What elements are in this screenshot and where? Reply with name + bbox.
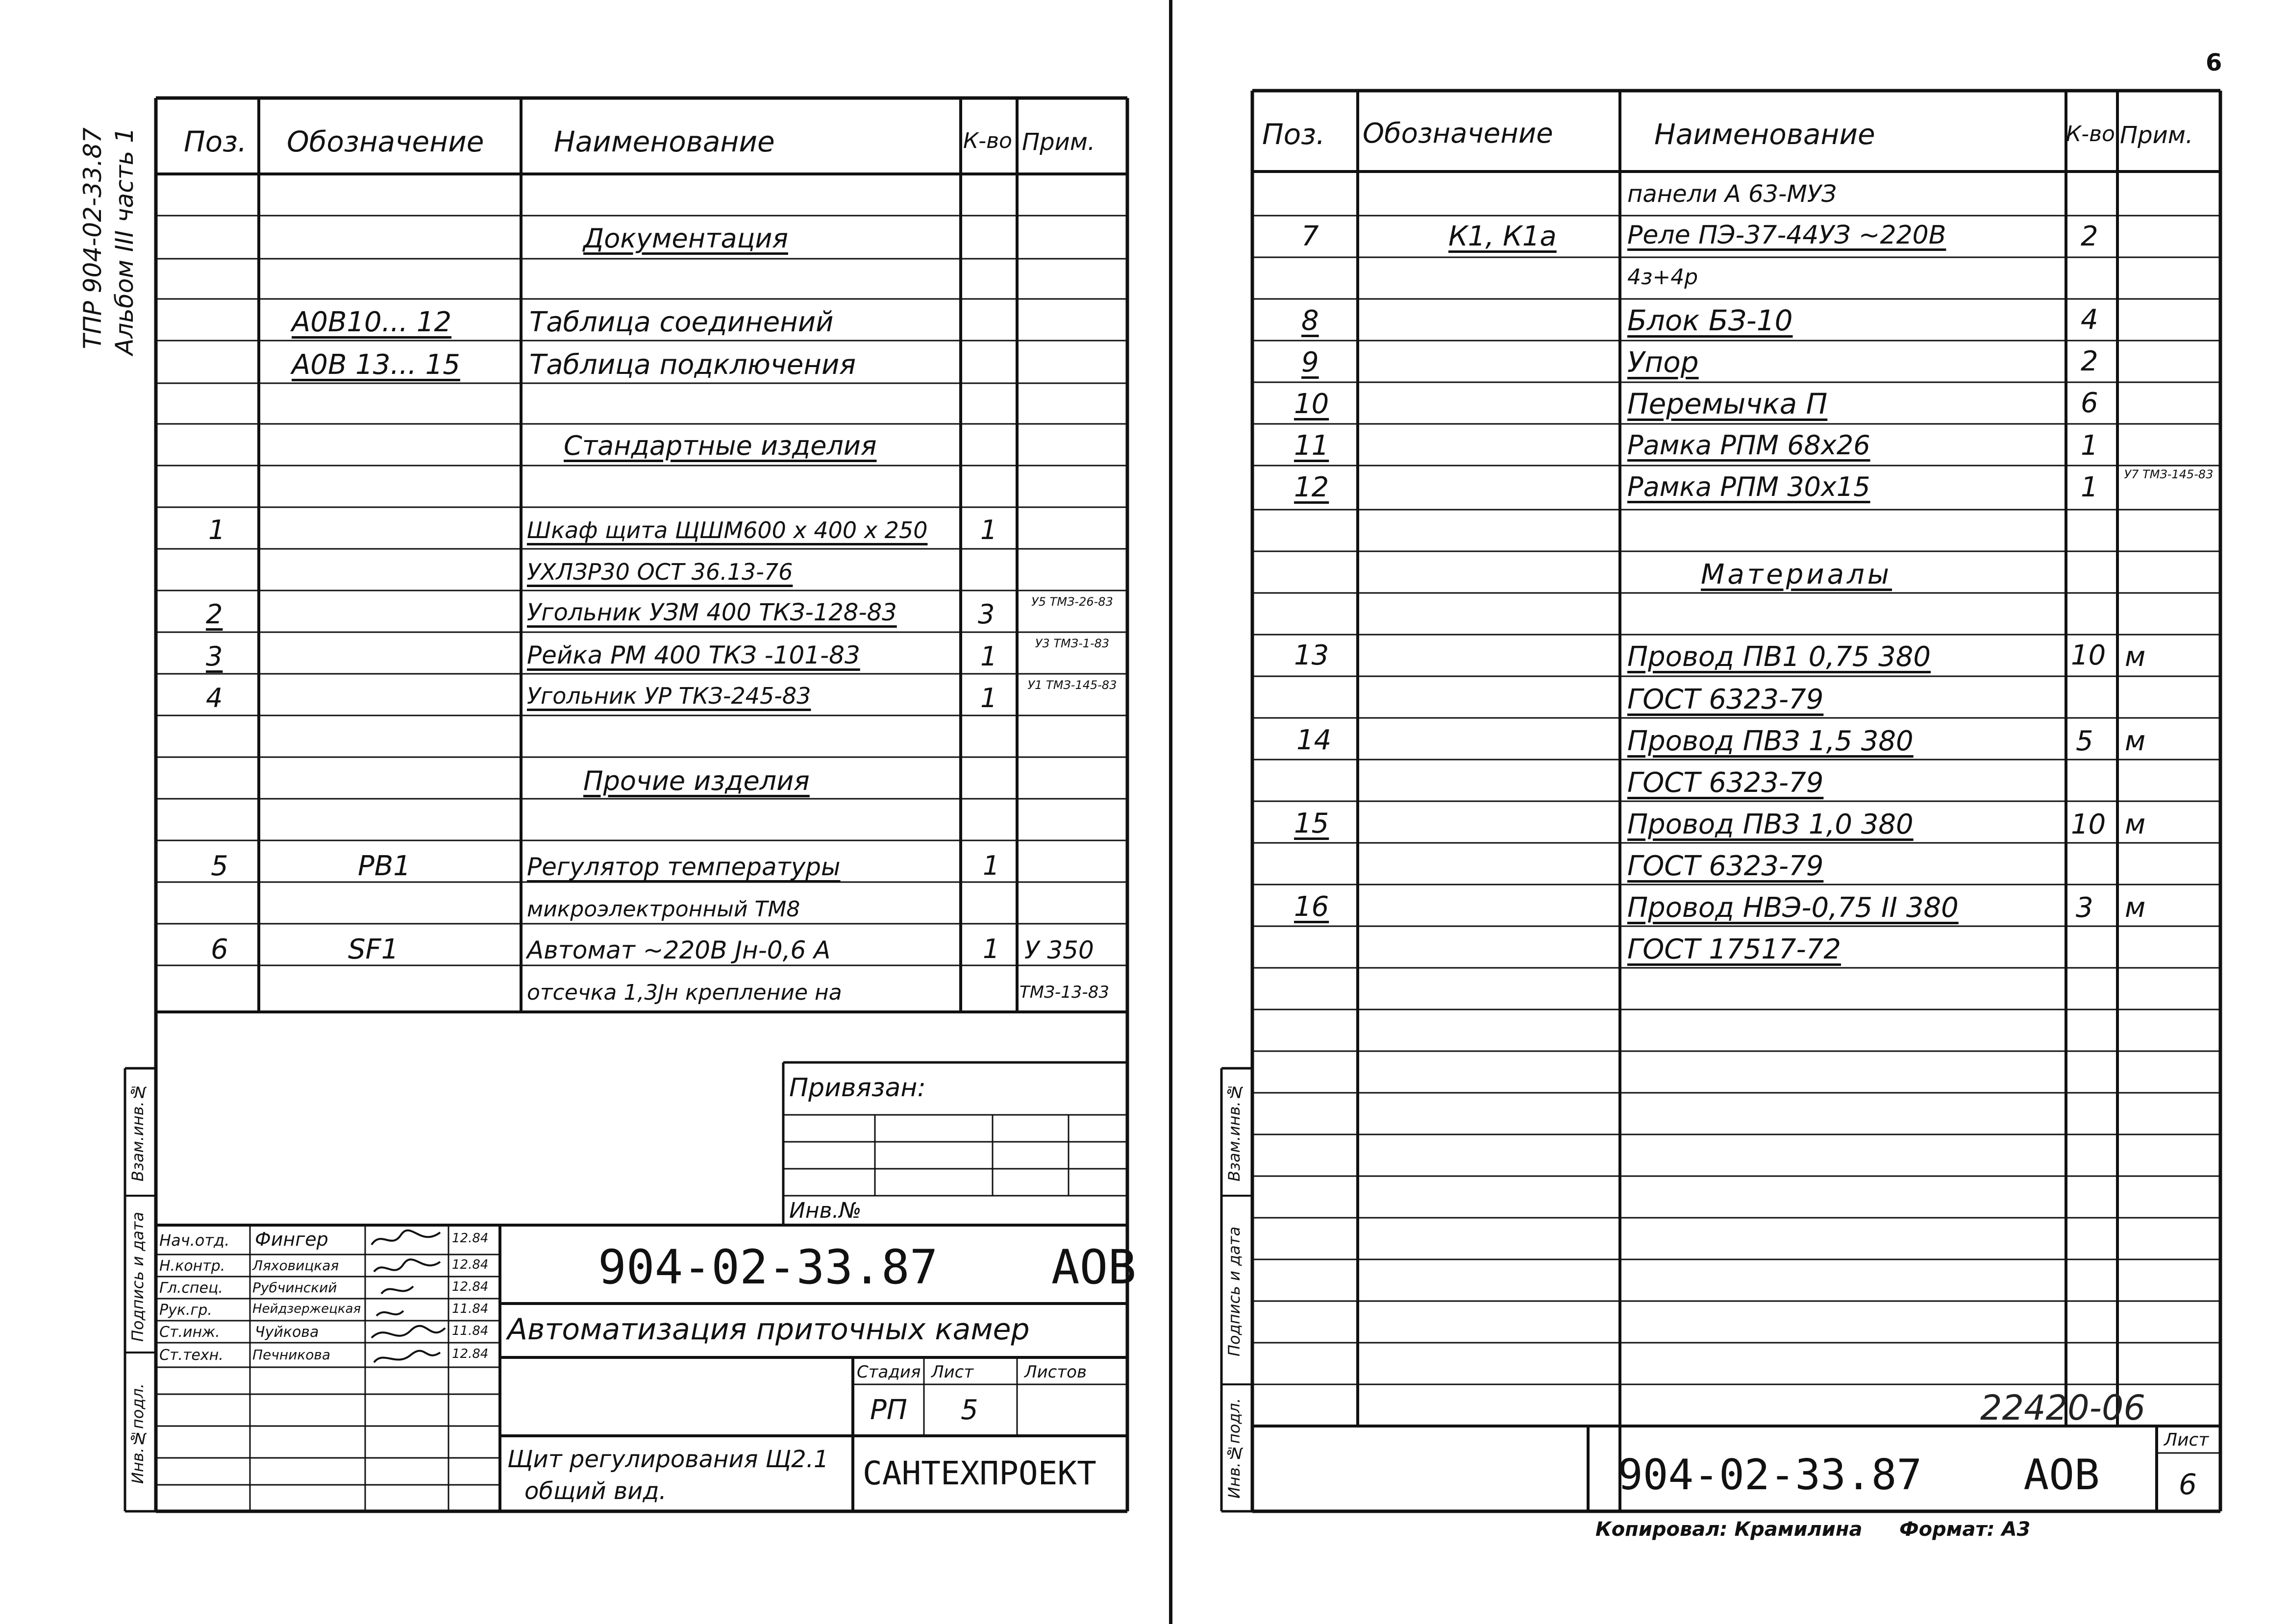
right-header-name: Наименование <box>1654 118 1875 151</box>
drawing-title-1: Щит регулирования Щ2.1 <box>507 1446 829 1473</box>
left-row-13-pos: 6 <box>211 934 228 965</box>
side-stamp-line2: Альбом III часть 1 <box>110 127 139 355</box>
left-row-5-qty: 1 <box>980 515 997 545</box>
left-row-14-name: отсечка 1,3Jн крепление на <box>527 980 842 1005</box>
left-row-7-qty: 3 <box>978 599 995 630</box>
right-row-2-name: Реле ПЭ-37-44УЗ ~220В <box>1627 221 1946 250</box>
left-header-name: Наименование <box>554 125 775 158</box>
sheet-value: 5 <box>961 1394 978 1426</box>
right-row-12-qty: 5 <box>2076 725 2093 757</box>
drawing-title-2: общий вид. <box>524 1477 667 1505</box>
archive-number: 22420-06 <box>1980 1388 2146 1428</box>
right-row-4-qty: 4 <box>2081 304 2098 336</box>
sheet-label: Лист <box>931 1362 974 1382</box>
left-row-7-pos: 2 <box>206 599 223 630</box>
sig-date-5: 11.84 <box>452 1324 489 1338</box>
left-header-note: Прим. <box>1022 128 1095 156</box>
sig-name-3: Рубчинский <box>252 1280 337 1296</box>
right-row-12-name: Провод ПВЗ 1,5 380 <box>1627 725 1914 757</box>
right-row-12-pos: 14 <box>1296 724 1332 756</box>
page-number: 6 <box>2206 49 2222 76</box>
left-row-8-qty: 1 <box>980 641 997 672</box>
right-sheet-label: Лист <box>2164 1430 2209 1450</box>
right-header-designation: Обозначение <box>1363 118 1553 149</box>
right-row-5-name: Упор <box>1627 345 1699 379</box>
right-row-2-designation: К1, К1а <box>1448 221 1557 252</box>
format: Формат: А3 <box>1899 1518 2031 1541</box>
copied-by: Копировал: Крамилина <box>1595 1518 1863 1541</box>
left-row-8-name: Рейка РМ 400 ТКЗ -101-83 <box>527 641 860 669</box>
left-row-3-designation: А0В 13... 15 <box>292 349 460 381</box>
left-row-5-pos: 1 <box>208 515 225 545</box>
left-row-11-name: Регулятор температуры <box>527 853 841 881</box>
left-row-11-designation: РВ1 <box>358 850 411 882</box>
right-row-8-note: У7 ТМЗ-145-83 <box>2124 468 2214 481</box>
right-section-materials: Материалы <box>1701 559 1892 591</box>
left-row-13-note: У 350 <box>1024 936 1094 964</box>
right-row-15-name: ГОСТ 6323-79 <box>1627 850 1824 882</box>
sheets-label: Листов <box>1024 1362 1087 1382</box>
sig-name-2: Ляховицкая <box>252 1257 339 1274</box>
right-row-4-name: Блок БЗ-10 <box>1627 304 1793 337</box>
sig-date-1: 12.84 <box>452 1231 489 1246</box>
left-row-13-name: Автомат ~220В Jн-0,6 А <box>527 936 831 964</box>
right-row-16-qty: 3 <box>2076 892 2093 924</box>
project-title: Автоматизация приточных камер <box>507 1312 1030 1347</box>
right-row-6-pos: 10 <box>1294 388 1329 420</box>
side-stamp-line1: ТПР 904-02-33.87 <box>78 127 107 349</box>
right-row-17-name: ГОСТ 17517-72 <box>1627 934 1841 965</box>
right-row-8-qty: 1 <box>2081 471 2098 503</box>
right-row-5-pos: 9 <box>1301 346 1319 378</box>
left-row-11-pos: 5 <box>211 850 228 882</box>
left-row-7-name: Угольник УЗМ 400 ТКЗ-128-83 <box>527 599 897 626</box>
right-margin-label-inv: Инв.№подл. <box>1225 1398 1244 1499</box>
left-section-other: Прочие изделия <box>583 765 810 796</box>
left-section-standard: Стандартные изделия <box>564 430 877 461</box>
sig-date-6: 12.84 <box>452 1347 489 1361</box>
left-doc-code: 904-02-33.87 АОВ <box>598 1240 1137 1295</box>
right-header-pos: Поз. <box>1262 118 1325 151</box>
left-row-7-note: У5 ТМЗ-26-83 <box>1031 595 1113 609</box>
right-row-14-pos: 15 <box>1294 808 1329 839</box>
right-row-16-note: м <box>2125 892 2146 924</box>
right-doc-code: 904-02-33.87 АОВ <box>1617 1451 2100 1500</box>
left-row-8-pos: 3 <box>206 641 223 672</box>
left-row-9-name: Угольник УР ТКЗ-245-83 <box>527 683 811 709</box>
right-row-10-qty: 10 <box>2071 640 2106 671</box>
right-row-2-qty: 2 <box>2081 221 2098 252</box>
right-row-7-qty: 1 <box>2081 430 2098 462</box>
right-row-13-name: ГОСТ 6323-79 <box>1627 767 1824 799</box>
right-row-8-name: Рамка РПМ 30х15 <box>1627 471 1870 502</box>
right-row-11-name: ГОСТ 6323-79 <box>1627 684 1824 715</box>
left-row-11-qty: 1 <box>983 850 1000 881</box>
right-row-6-qty: 6 <box>2081 387 2098 419</box>
right-row-5-qty: 2 <box>2081 345 2098 377</box>
right-row-10-pos: 13 <box>1294 640 1329 671</box>
sig-role-2: Н.контр. <box>159 1257 225 1275</box>
right-row-16-name: Провод НВЭ-0,75 II 380 <box>1627 892 1959 924</box>
left-row-9-note: У1 ТМЗ-145-83 <box>1027 678 1117 692</box>
left-margin-label-inv: Инв.№подл. <box>128 1383 147 1484</box>
left-row-2-designation: А0В10... 12 <box>292 306 452 338</box>
left-row-2-name: Таблица соединений <box>529 306 834 338</box>
right-row-10-note: м <box>2125 641 2146 673</box>
left-row-3-name: Таблица подключения <box>529 349 856 381</box>
left-header-designation: Обозначение <box>287 125 484 158</box>
left-row-13-qty: 1 <box>983 934 1000 964</box>
left-row-9-qty: 1 <box>980 683 997 714</box>
left-header-qty: К-во <box>963 128 1012 153</box>
left-row-13-designation: SF1 <box>348 934 399 965</box>
right-row-4-pos: 8 <box>1301 305 1319 337</box>
sig-role-4: Рук.гр. <box>159 1302 212 1319</box>
right-row-3-name: 4з+4р <box>1627 265 1698 290</box>
left-margin-label-replace: Взам.инв.№ <box>128 1083 147 1181</box>
right-row-14-qty: 10 <box>2071 809 2106 840</box>
sig-name-6: Печникова <box>252 1347 331 1363</box>
right-header-note: Прим. <box>2120 122 2193 149</box>
inv-label: Инв.№ <box>789 1198 862 1223</box>
signature-scribbles <box>367 1225 450 1372</box>
left-row-12-name: микроэлектронный ТМ8 <box>527 897 800 922</box>
sig-name-1: Фингер <box>255 1229 328 1250</box>
sig-role-3: Гл.спец. <box>159 1280 223 1297</box>
right-row-8-pos: 12 <box>1294 471 1329 503</box>
right-row-1-name: панели А 63-МУЗ <box>1627 180 1837 208</box>
right-margin-label-sign: Подпись и дата <box>1225 1226 1244 1356</box>
right-row-14-note: м <box>2125 809 2146 840</box>
right-header-qty: К-во <box>2066 122 2115 147</box>
right-row-10-name: Провод ПВ1 0,75 380 <box>1627 641 1931 673</box>
left-margin-label-sign: Подпись и дата <box>128 1211 147 1342</box>
sig-date-2: 12.84 <box>452 1257 489 1272</box>
left-row-6-name: УХЛЗР30 ОСТ 36.13-76 <box>527 559 793 585</box>
right-row-12-note: м <box>2125 725 2146 757</box>
right-row-7-name: Рамка РПМ 68х26 <box>1627 430 1870 461</box>
organization: САНТЕХПРОЕКТ <box>863 1454 1096 1492</box>
sig-role-6: Ст.техн. <box>159 1347 224 1364</box>
right-sheet-value: 6 <box>2179 1468 2197 1501</box>
center-fold-line <box>1169 0 1172 1624</box>
sig-date-4: 11.84 <box>452 1302 489 1316</box>
left-row-9-pos: 4 <box>206 683 223 714</box>
right-row-7-pos: 11 <box>1294 430 1329 462</box>
stage-label: Стадия <box>857 1362 921 1382</box>
right-row-6-name: Перемычка П <box>1627 387 1828 420</box>
left-row-5-name: Шкаф щита ЩШМ600 х 400 х 250 <box>527 517 928 543</box>
bound-label: Привязан: <box>789 1073 926 1103</box>
sig-role-5: Ст.инж. <box>159 1324 220 1341</box>
left-section-documentation: Документация <box>583 223 788 254</box>
stage-value: РП <box>870 1394 907 1426</box>
right-sheet <box>1176 0 2289 1624</box>
right-margin-label-replace: Взам.инв.№ <box>1225 1083 1244 1181</box>
left-header-pos: Поз. <box>184 125 247 158</box>
right-row-2-pos: 7 <box>1301 221 1319 252</box>
sig-name-4: Нейдзержецкая <box>252 1302 361 1316</box>
sig-name-5: Чуйкова <box>255 1324 319 1341</box>
right-row-14-name: Провод ПВЗ 1,0 380 <box>1627 809 1914 840</box>
sig-date-3: 12.84 <box>452 1280 489 1294</box>
right-row-16-pos: 16 <box>1294 891 1329 923</box>
left-row-8-note: У3 ТМЗ-1-83 <box>1035 637 1110 650</box>
left-row-14-note: ТМЗ-13-83 <box>1020 983 1109 1002</box>
sig-role-1: Нач.отд. <box>159 1231 230 1250</box>
